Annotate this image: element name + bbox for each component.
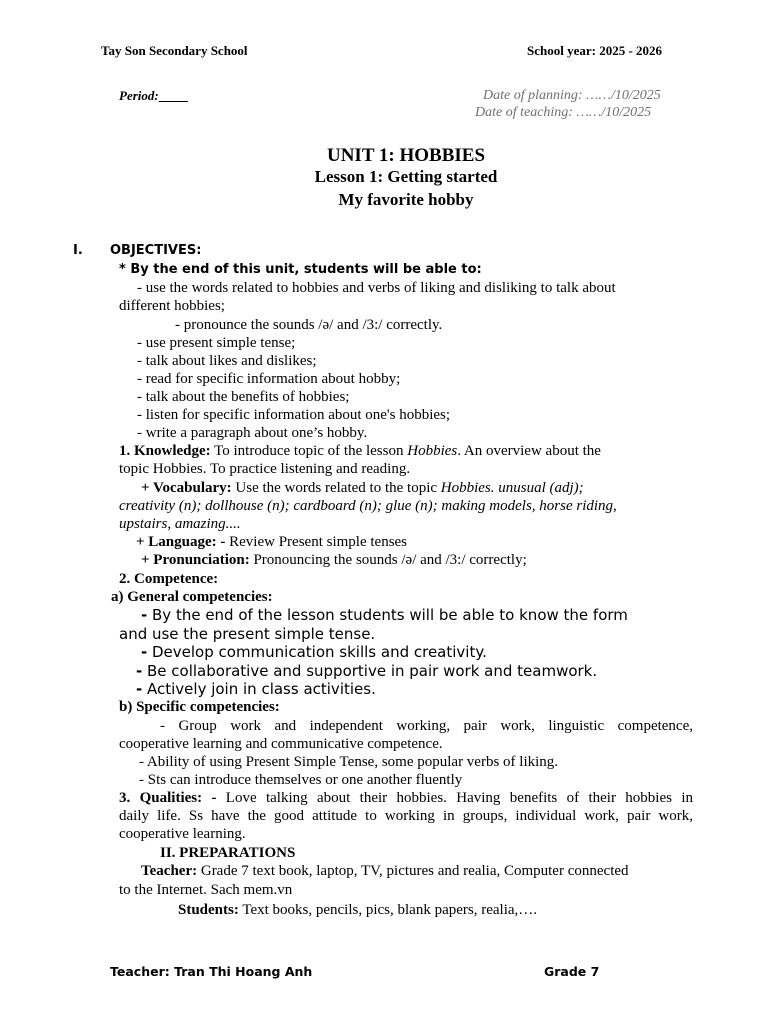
objectives-heading: OBJECTIVES:	[110, 243, 202, 258]
objectives-number: I.	[73, 243, 83, 258]
general-competency-text: Actively join in class activities.	[142, 680, 376, 698]
pronunciation-label: + Pronunciation:	[141, 552, 250, 568]
period-label: Period:	[119, 88, 159, 103]
objective-line: - pronounce the sounds /ə/ and /3:/ correctly.	[175, 317, 443, 333]
language-label: + Language: -	[136, 534, 226, 550]
teacher-label: Teacher:	[141, 863, 198, 879]
specific-competency: cooperative learning and communicative competence.	[119, 736, 443, 752]
bullet-dash: -	[136, 662, 143, 680]
specific-competencies-heading: b) Specific competencies:	[119, 699, 280, 715]
vocabulary-italic: Hobbies. unusual (adj);	[440, 480, 584, 496]
footer-teacher: Teacher: Tran Thi Hoang Anh	[110, 964, 313, 979]
qualities-label: 3. Qualities: -	[119, 790, 217, 806]
general-competency-text: By the end of the lesson students will be able to know the form	[147, 606, 628, 624]
objective-line: - read for specific information about hobby;	[137, 371, 401, 387]
teacher-preparation	[141, 863, 629, 880]
objective-line: - write a paragraph about one’s hobby.	[137, 425, 368, 441]
period-blank	[159, 88, 188, 103]
pronunciation-line	[141, 552, 527, 569]
objective-line: - use present simple tense;	[137, 335, 296, 351]
school-year: School year: 2025 - 2026	[527, 43, 663, 58]
knowledge-label: 1. Knowledge:	[119, 443, 211, 459]
vocabulary-label: + Vocabulary:	[141, 480, 232, 496]
general-competency	[141, 606, 628, 624]
competence-heading: 2. Competence:	[119, 571, 219, 587]
vocabulary-line: upstairs, amazing....	[119, 516, 241, 532]
school-name: Tay Son Secondary School	[101, 43, 248, 58]
lesson-title: Lesson 1: Getting started	[314, 167, 498, 186]
topic-title: My favorite hobby	[338, 190, 474, 209]
period	[119, 88, 188, 104]
qualities-line: daily life. Ss have the good attitude to working in groups, individual work, pair work,	[119, 808, 693, 824]
students-preparation	[178, 902, 537, 919]
objective-line: - use the words related to hobbies and verbs of liking and disliking to talk about	[137, 280, 616, 296]
students-label: Students:	[178, 902, 239, 918]
general-competency-text: Be collaborative and supportive in pair work and teamwork.	[142, 662, 598, 680]
bullet-dash: -	[136, 680, 143, 698]
specific-competency: - Group work and independent working, pair work, linguistic competence,	[160, 718, 693, 734]
qualities-line: cooperative learning.	[119, 826, 246, 842]
bullet-dash: -	[141, 643, 148, 661]
students-text: Text books, pencils, pics, blank papers, realia,….	[238, 902, 538, 918]
teacher-preparation: to the Internet. Sach mem.vn	[119, 882, 293, 898]
general-competency-text: Develop communication skills and creativity.	[147, 643, 487, 661]
objective-line: different hobbies;	[119, 298, 225, 314]
vocabulary-text: Use the words related to the topic	[231, 480, 441, 496]
objective-line: - talk about the benefits of hobbies;	[137, 389, 350, 405]
knowledge-text: To introduce topic of the lesson	[210, 443, 408, 459]
language-line	[136, 534, 407, 551]
general-competency: and use the present simple tense.	[119, 625, 376, 643]
date-of-teaching: Date of teaching: ……/10/2025	[475, 105, 652, 120]
knowledge-topic: Hobbies	[407, 443, 458, 459]
specific-competency: - Sts can introduce themselves or one another fluently	[139, 772, 463, 788]
objectives-intro: * By the end of this unit, students will be able to:	[119, 262, 482, 277]
date-of-planning: Date of planning: ……/10/2025	[483, 88, 661, 103]
footer-grade: Grade 7	[544, 964, 600, 979]
general-competencies-heading: a) General competencies:	[111, 589, 273, 605]
bullet-dash: -	[141, 606, 148, 624]
knowledge-line	[119, 443, 601, 460]
knowledge-line: topic Hobbies. To practice listening and reading.	[119, 461, 411, 477]
knowledge-text-end: . An overview about the	[457, 443, 601, 459]
qualities-line	[119, 790, 693, 807]
general-competency	[141, 643, 487, 661]
general-competency	[136, 680, 376, 698]
preparations-heading: II. PREPARATIONS	[160, 845, 296, 861]
objective-line: - talk about likes and dislikes;	[137, 353, 317, 369]
vocabulary-line: creativity (n); dollhouse (n); cardboard (n); glue (n); making models, horse riding,	[119, 498, 617, 514]
qualities-text: Love talking about their hobbies. Having benefits of their hobbies in	[216, 790, 693, 806]
teacher-text: Grade 7 text book, laptop, TV, pictures and realia, Computer connected	[197, 863, 629, 879]
specific-competency: - Ability of using Present Simple Tense, some popular verbs of liking.	[139, 754, 559, 770]
objective-line: - listen for specific information about one's hobbies;	[137, 407, 451, 423]
unit-title: UNIT 1: HOBBIES	[326, 145, 486, 166]
pronunciation-text: Pronouncing the sounds /ə/ and /3:/ correctly;	[249, 552, 527, 568]
general-competency	[136, 662, 597, 680]
language-text: Review Present simple tenses	[225, 534, 408, 550]
vocabulary-line	[141, 480, 584, 497]
